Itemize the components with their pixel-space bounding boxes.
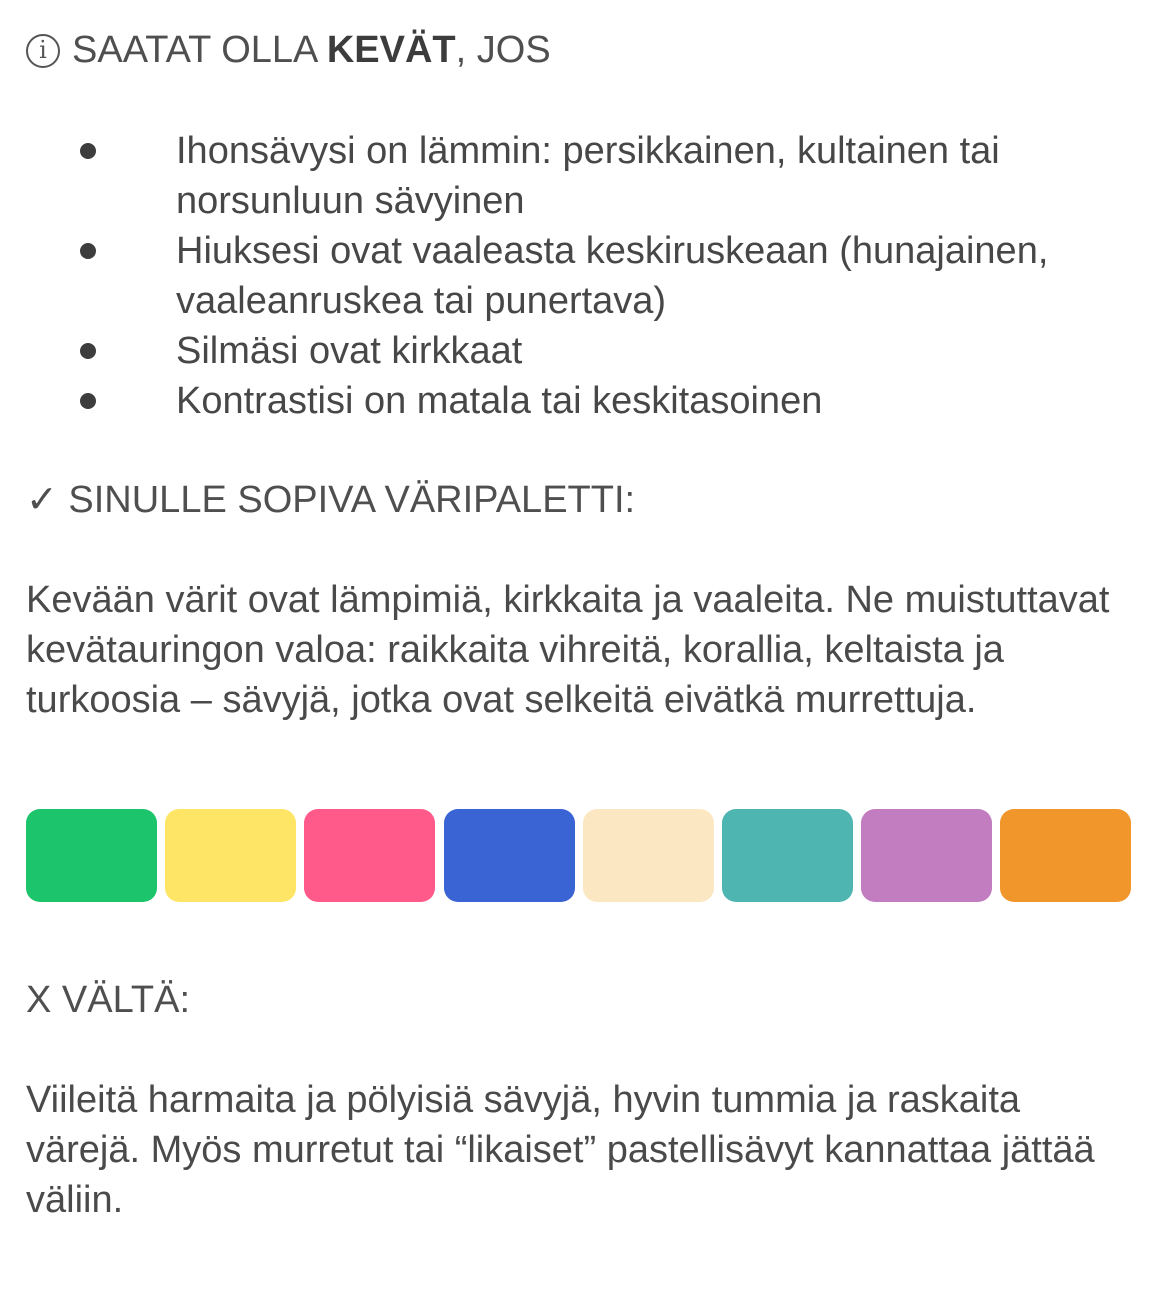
- color-swatch: [1000, 809, 1131, 902]
- color-swatch: [304, 809, 435, 902]
- list-item: [0, 326, 1157, 376]
- color-palette: [26, 809, 1131, 902]
- list-item: [0, 376, 1157, 426]
- spring-heading: [26, 25, 551, 75]
- palette-description: Kevään värit ovat lämpimiä, kirkkaita ja vaaleita. Ne muistuttavat kevätauringon valoa: raikkaita vihreitä, korallia, keltaista ja turkoosia – sävyjä, jotka ovat selkeitä eivätkä murrettuja.: [26, 579, 1110, 721]
- avoid-description: Viileitä harmaita ja pölyisiä sävyjä, hyvin tummia ja raskaita värejä. Myös murretut tai “likaiset” pastellisävyt kannattaa jättää väliin.: [26, 1079, 1095, 1221]
- info-icon: i: [26, 34, 60, 68]
- spring-heading-season: KEVÄT: [326, 29, 456, 71]
- color-swatch: [861, 809, 992, 902]
- color-swatch: [583, 809, 714, 902]
- list-item: [0, 126, 1157, 226]
- trait-text: Ihonsävysi on lämmin: persikkainen, kultainen tai norsunluun sävyinen: [176, 130, 1000, 222]
- color-swatch: [26, 809, 157, 902]
- bullet-icon: [80, 243, 96, 259]
- bullet-icon: [80, 143, 96, 159]
- bullet-icon: [80, 393, 96, 409]
- color-swatch: [444, 809, 575, 902]
- list-item: [0, 226, 1157, 326]
- spring-heading-suffix: , JOS: [455, 29, 551, 71]
- trait-text: Hiuksesi ovat vaaleasta keskiruskeaan (hunajainen, vaaleanruskea tai punertava): [176, 230, 1049, 322]
- color-swatch: [165, 809, 296, 902]
- traits-list: [0, 126, 1157, 426]
- palette-heading: ✓ SINULLE SOPIVA VÄRIPALETTI:: [26, 479, 636, 521]
- trait-text: Kontrastisi on matala tai keskitasoinen: [176, 380, 823, 422]
- color-swatch: [722, 809, 853, 902]
- trait-text: Silmäsi ovat kirkkaat: [176, 330, 523, 372]
- bullet-icon: [80, 343, 96, 359]
- spring-heading-prefix: SAATAT OLLA: [72, 29, 327, 71]
- avoid-heading: X VÄLTÄ:: [26, 979, 191, 1021]
